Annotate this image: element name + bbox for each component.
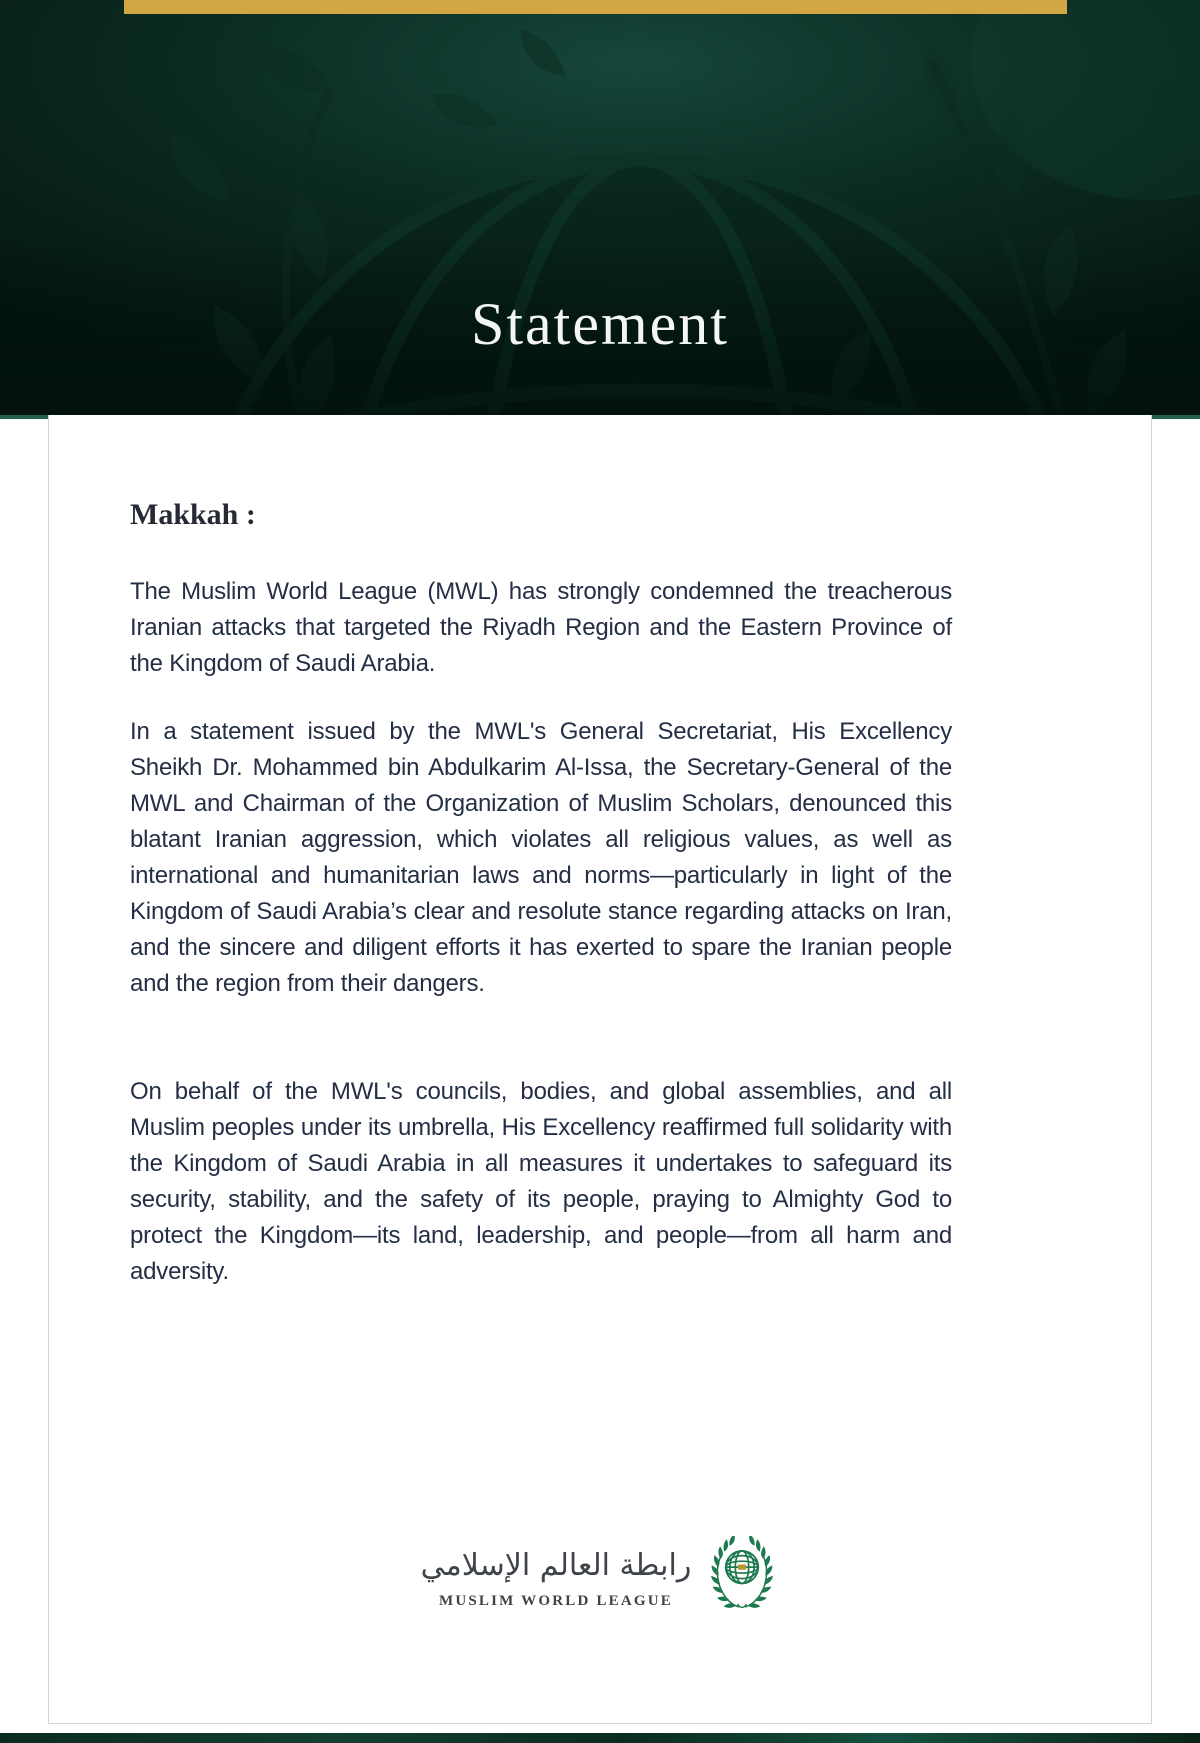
statement-paragraph-2: In a statement issued by the MWL's General Secretariat, His Excellency Sheikh Dr. Mohammed bin Abdulkarim Al-Issa, the Secretary-General of the MWL and Chairman of the Organization of Muslim Scholars, denounced this blatant Iranian aggression, which violates all religious values, as well as international and humanitarian laws and norms—particularly in light of the Kingdom of Saudi Arabia’s clear and resolute stance regarding attacks on Iran, and the sincere and diligent efforts it has exerted to spare the Iranian people and the region from their dangers.	[130, 718, 952, 997]
laurel-branch-right	[745, 1536, 773, 1611]
laurel-branch-left	[711, 1536, 739, 1611]
mwl-logo	[0, 1536, 1200, 1616]
kaaba-door-mark	[738, 1565, 746, 1570]
header-banner	[0, 0, 1200, 419]
statement-paragraph-3: On behalf of the MWL's councils, bodies, and global assemblies, and all Muslim peoples under its umbrella, His Excellency reaffirmed full solidarity with the Kingdom of Saudi Arabia in all measures it undertakes to safeguard its security, stability, and the safety of its people, praying to Almighty God to protect the Kingdom—its land, leadership, and people—from all harm and adversity.	[130, 1078, 952, 1285]
mwl-arabic-name: رابطة العالم الإسلامي	[420, 1547, 692, 1583]
mwl-english-name: MUSLIM WORLD LEAGUE	[438, 1592, 674, 1609]
gold-accent-bar	[124, 0, 1067, 14]
location-heading: Makkah :	[130, 498, 256, 531]
mwl-logo-text	[421, 1543, 692, 1610]
page-title: Statement	[471, 291, 729, 357]
bottom-green-strip	[0, 1733, 1200, 1743]
statement-paragraph-1: The Muslim World League (MWL) has strongly condemned the treacherous Iranian attacks that targeted the Riyadh Region and the Eastern Province of the Kingdom of Saudi Arabia.	[130, 578, 952, 677]
globe-laurel-wreath-icon	[705, 1536, 779, 1616]
